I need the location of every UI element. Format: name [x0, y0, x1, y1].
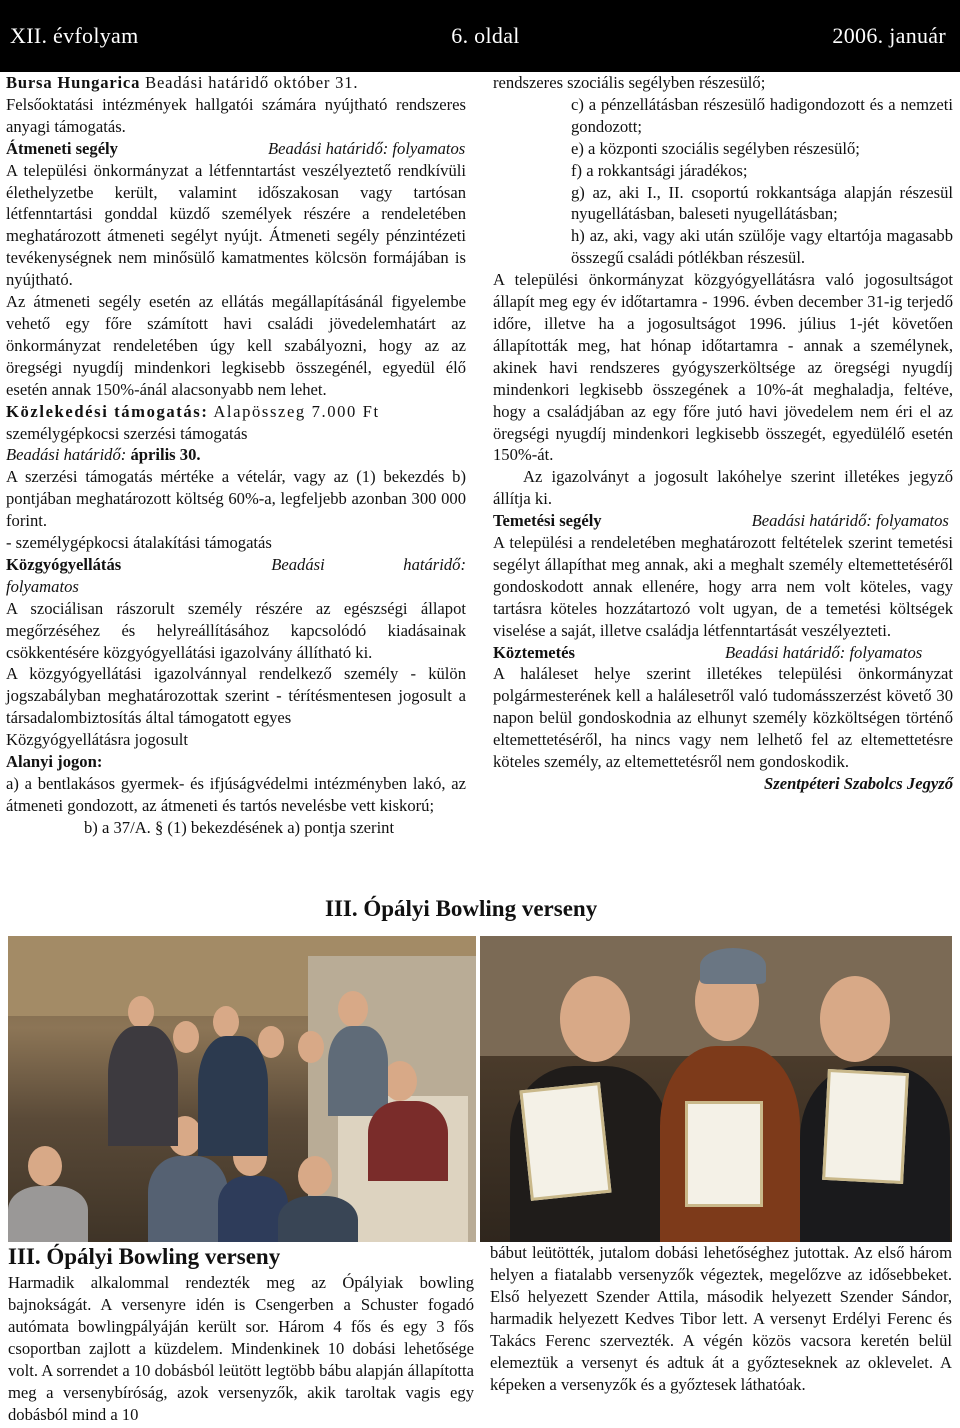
paragraph: rendszeres szociális segélyben részesülő; [493, 73, 766, 92]
paragraph [493, 510, 953, 532]
italic-text: Beadási határidő: [6, 445, 131, 465]
paragraph: h) az, aki, vagy aki után szülője vagy eltartója magasabb összegű családi pótlékban részesül. [571, 226, 953, 268]
paragraph: Közgyógyellátásra jogosult [6, 730, 189, 750]
paragraph: f) a rokkantsági járadékos; [571, 160, 748, 180]
paragraph: Felsőoktatási intézmények hallgatói számára nyújtható rendszeres anyagi támogatás. [6, 94, 466, 136]
bold-text: Közgyógyellátás [6, 554, 122, 574]
paragraph [493, 642, 953, 664]
winners-photo [480, 936, 952, 1242]
italic-text: Beadási határidő: folyamatos [6, 554, 466, 596]
article-title: III. Ópályi Bowling verseny [8, 1244, 281, 1269]
paragraph: A szerzési támogatás mértéke a vételár, vagy az (1) bekezdés b) pontjában meghatározott költség 60%-a, legfeljebb azonban 300 000 forint. [6, 467, 466, 531]
paragraph [6, 751, 466, 773]
paragraph: Szentpéteri Szabolcs Jegyző [764, 774, 953, 793]
italic-text: Beadási határidő: folyamatos [267, 138, 466, 158]
paragraph [6, 554, 466, 598]
paragraph [6, 444, 466, 466]
paragraph: b) a 37/A. § (1) bekezdésének a) pontja szerint [84, 817, 395, 837]
article-text-left: Harmadik alkalommal rendezték meg az Ópályiak bowling bajnokságát. A versenyre idén is Csengerben a Schuster fogadó autómata bowlingpályáján került sor. Három 4 fős és egy 3 fős csoportban zajlott a küzdelem. Mindenkinek 10 dobási lehetősége volt. A sorrendet a 10 dobásból leütött legtöbb bábu alapján állapította meg a versenybíróság, azok versenyzők, akik taroltak vagis egy dobásból mind a 10 [8, 1273, 474, 1424]
paragraph: a) a bentlakásos gyermek- és ifjúságvédelmi intézményben lakó, az átmeneti gondozott, az átmeneti és tartós nevelésbe vett kiskorú; [6, 774, 466, 815]
paragraph: A szociálisan rászorult személy részére az egészségi állapot megőrzéséhez és helyreállításához kapcsolódó kiadásainak csökkentésére közgyógyellátási igazolvány állítható ki. [6, 598, 466, 662]
right-column [493, 72, 953, 795]
paragraph [6, 72, 466, 94]
page-number: 6. oldal [451, 23, 520, 48]
article-text-right: bábut leütötték, jutalom dobási lehetőséghez jutottak. Az első három helyen a fiatalabb versenyzők végeztek, megelőzve az idősebbeket. Első helyezett Szender Attila, második helyezett Szender Sándor, harmadik helyezett Kedves Tibor lett. A versenyt Erdélyi Ferenc és Takács Ferenc szervezték. A végén közös vacsora keretén belül elemeztük a versenyt és adtuk át a győzteseknek az oklevelet. A képeken a versenyzők és a győztesek láthatóak. [490, 1243, 952, 1394]
paragraph: A közgyógyellátási igazolvánnyal rendelkező személy - külön jogszabályban meghatározottak szerint - térítésmentesen jogosult a társadalombiztosítás által támogatott egyes [6, 664, 466, 728]
paragraph [6, 138, 466, 160]
paragraph: A haláleset helye szerint illetékes települési önkormányzat polgármesterének kell a halálesetről való tudomásszerzést követő 30 napon belül gondoskodnia az elhunyt személy közköltségen történő eltemettetéséről, ha nincs vagy nem lelhető fel az eltemettetésre köteles személy, az eltemettetésről nem gondoskodik. [493, 664, 953, 772]
bold-text: Átmeneti segély [6, 138, 118, 158]
italic-text: Beadási határidő: folyamatos [725, 642, 923, 662]
bold-text: Köztemetés [493, 642, 575, 662]
issue-date: 2006. január [832, 23, 946, 48]
paragraph: A települési önkormányzat a létfenntartást veszélyeztető rendkívüli élethelyzetbe került, valamint időszakosan vagy tartósan létfenntartási gonddal küzdő személyek részére a rendeletében meghatározott átmeneti segélyt nyújt. Átmeneti segély pénzintézeti tevékenységnek nem minősülő kamatmentes kölcsön formájában is nyújtható. [6, 160, 466, 290]
paragraph: Az igazolványt a jogosult lakóhelye szerint illetékes jegyző állítja ki. [493, 467, 953, 509]
paragraph: A települési a rendeletében meghatározott feltételek szerint temetési segélyt állapíthat meg annak, aki a meghalt személy eltemettetéséről gondoskodott annak ellenére, hogy arra nem volt köteles, vagy tartásra köteles hozzátartozó volt ugyan, de a temetési költségek viselése a saját, illetve családja létfenntartását veszélyezteti. [493, 533, 953, 640]
paragraph [6, 401, 466, 423]
bold-text: Alanyi jogon: [6, 752, 103, 772]
paragraph: e) a központi szociális segélyben részesülő; [571, 138, 860, 158]
section-title: III. Ópályi Bowling verseny [325, 896, 598, 921]
left-column [6, 72, 466, 839]
text: Alapösszeg 7.000 Ft [208, 401, 380, 421]
paragraph: c) a pénzellátásban részesülő hadigondozott és a nemzeti gondozott; [571, 94, 953, 136]
paragraph: személygépkocsi szerzési támogatás [6, 423, 248, 443]
bold-text: Temetési segély [493, 511, 602, 531]
paragraph: g) az, aki I., II. csoportú rokkantsága alapján részesül nyugellátásban, baleseti nyugellátásban; [571, 182, 953, 224]
bowling-article-left [8, 1242, 474, 1426]
bold-text: Bursa Hungarica [6, 73, 141, 92]
page-header [0, 0, 960, 72]
text: Beadási határidő október 31. [140, 73, 359, 92]
paragraph: Az átmeneti segély esetén az ellátás megállapításánál figyelembe vehető egy főre számított havi családi jövedelemhatárt az önkormányzat rendeletében úgy kell szabályozni, hogy az az öregségi nyugdíj mindenkori legkisebb összegénél, egyedül élő esetén annak 150%-ánál alacsonyabb nem lehet. [6, 292, 466, 399]
italic-text: Beadási határidő: folyamatos [751, 511, 949, 531]
group-photo [8, 936, 476, 1242]
volume-label: XII. évfolyam [10, 23, 139, 48]
paragraph: - személygépkocsi átalakítási támogatás [6, 533, 272, 553]
paragraph: A települési önkormányzat közgyógyellátásra való jogosultságot állapít meg egy év időtartamra - 1996. évben december 31-ig terjedő időre, illetve ha a jogosultságot 1996. július 1-jét követően állapították meg, hat hónap időtartamra - annak a személynek, akinek havi rendszeres gyógyszerköltsége az öregségi nyugdíj mindenkori legkisebb összegének a 10%-át meghaladja, feltéve, hogy a családjában az egy főre jutó havi jövedelem nem éri el az öregségi nyugdíj mindenkori legkisebb összegét, egyedülélő esetén 150%-át. [493, 270, 953, 465]
bold-text: Közlekedési támogatás: [6, 401, 209, 421]
bold-text: április 30. [130, 445, 201, 465]
bowling-article-right [490, 1242, 952, 1396]
